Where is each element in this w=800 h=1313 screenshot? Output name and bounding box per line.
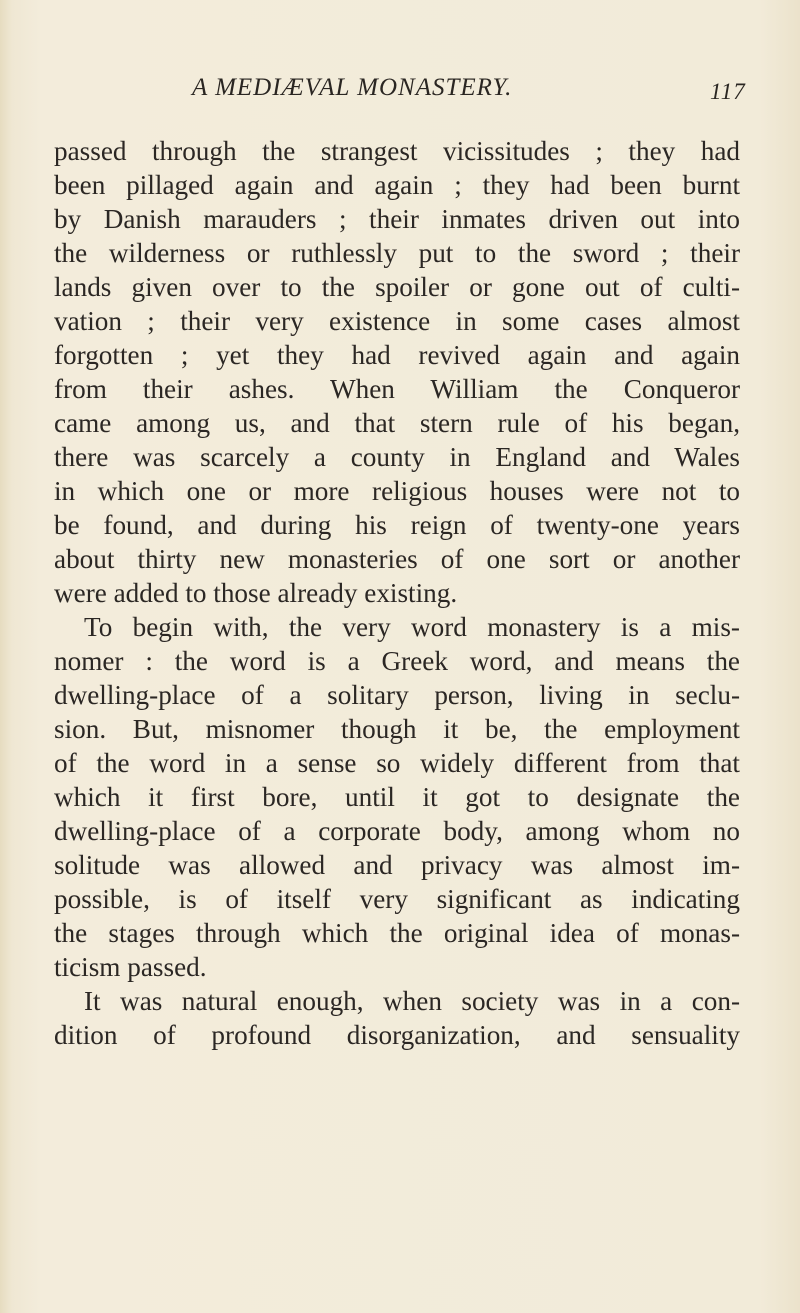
text-line: lands given over to the spoiler or gone out of culti- xyxy=(54,272,740,302)
running-head xyxy=(0,70,800,110)
text-line: forgotten ; yet they had revived again and again xyxy=(54,340,740,370)
text-line: which it first bore, until it got to designate the xyxy=(54,782,740,812)
text-line: from their ashes. When William the Conqueror xyxy=(54,374,740,404)
running-title: A MEDIÆVAL MONASTERY. xyxy=(192,74,513,101)
text-line: possible, is of itself very significant as indicating xyxy=(54,884,740,914)
text-line: dition of profound disorganization, and sensuality xyxy=(54,1020,740,1050)
text-line: passed through the strangest vicissitudes ; they had xyxy=(54,136,740,166)
text-line: vation ; their very existence in some cases almost xyxy=(54,306,740,336)
text-line: dwelling-place of a solitary person, living in seclu- xyxy=(54,680,740,710)
paragraph-end-line: were added to those already existing. xyxy=(54,578,458,608)
body-text xyxy=(54,134,740,1052)
text-line: be found, and during his reign of twenty-one years xyxy=(54,510,740,540)
paragraph-start-line: To begin with, the very word monastery is a mis- xyxy=(84,612,740,642)
text-line: been pillaged again and again ; they had been burnt xyxy=(54,170,740,200)
text-line: dwelling-place of a corporate body, among whom no xyxy=(54,816,740,846)
text-line: the wilderness or ruthlessly put to the sword ; their xyxy=(54,238,740,268)
text-line: sion. But, misnomer though it be, the employment xyxy=(54,714,740,744)
text-line: by Danish marauders ; their inmates driven out into xyxy=(54,204,740,234)
page-number: 117 xyxy=(710,79,746,104)
text-line: in which one or more religious houses were not to xyxy=(54,476,740,506)
text-line: solitude was allowed and privacy was almost im- xyxy=(54,850,740,880)
text-line: about thirty new monasteries of one sort or another xyxy=(54,544,740,574)
text-line: the stages through which the original idea of monas- xyxy=(54,918,740,948)
text-line: there was scarcely a county in England and Wales xyxy=(54,442,740,472)
paragraph-end-line: ticism passed. xyxy=(54,952,207,982)
text-line: of the word in a sense so widely different from that xyxy=(54,748,740,778)
paragraph-start-line: It was natural enough, when society was in a con- xyxy=(84,986,740,1016)
text-line: came among us, and that stern rule of his began, xyxy=(54,408,740,438)
text-line: nomer : the word is a Greek word, and means the xyxy=(54,646,740,676)
